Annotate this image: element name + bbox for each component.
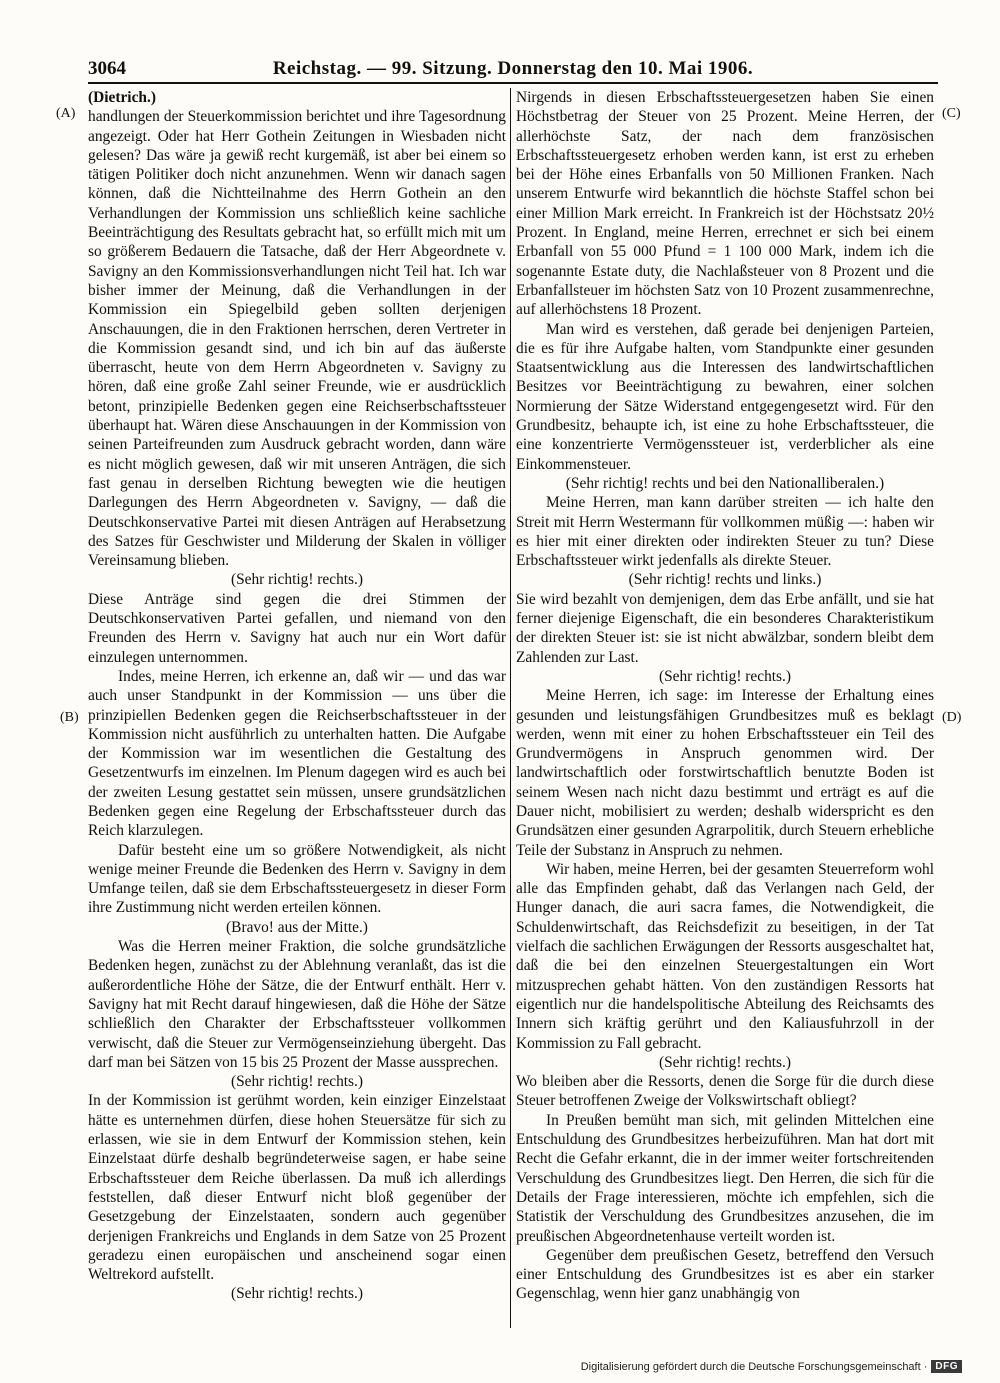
dfg-logo-icon: DFG: [931, 1360, 962, 1373]
paragraph: Dafür besteht eine um so größere Notwendigkeit, als nicht wenige meiner Freunde die Bedenken des Herrn v. Savigny in dem Umfange teilen, daß sie dem Erbschaftssteuergesetz in dieser Form ihre Zustimmung nicht werden erteilen können.: [88, 841, 506, 917]
paragraph: Was die Herren meiner Fraktion, die solche grundsätzliche Bedenken hegen, zunächst zu der Ablehnung veranlaßt, das ist die außerordentliche Höhe der Sätze, die der Entwurf enthält. Herr v. Savigny hat mit Recht darauf hingewiesen, daß die Höhe der Sätze schließlich den Charakter der Erbschaftssteuer vollkommen verwischt, daß die Steuer zur Vermögenseinziehung übergeht. Das darf man bei Sätzen von 15 bis 25 Prozent der Masse aussprechen.: [88, 938, 506, 1071]
interjection: (Sehr richtig! rechts.): [658, 1053, 792, 1071]
paragraph: Gegenüber dem preußischen Gesetz, betreffend den Versuch einer Entschuldung des Grundbesitzes ist es aber ein starker Gegenschlag, wenn hier ganz unabhängig von: [516, 1246, 934, 1303]
header-rule: [88, 82, 938, 84]
page-number: 3064: [88, 58, 126, 79]
paragraph: Nirgends in diesen Erbschaftssteuergesetzen haben Sie einen Höchstbetrag der Steuer von 25 Prozent. Meine Herren, der allerhöchste Satz, der nach dem französischen Erbschaftssteuergesetz erhoben werden kann, ist erst zu erheben bei der Höhe eines Erbanfalls von 50 Millionen Franken. Nach unserem Entwurfe wird bekanntlich die höchste Staffel schon bei einer Million Mark erreicht. In Frankreich ist der Höchstsatz 20½ Prozent. In England, meine Herren, errechnet er sich bei einem Erbanfall von 55 000 Pfund = 1 100 000 Mark, indem ich die sogenannte Estate duty, die Nachlaßsteuer von 8 Prozent und die Erbanfallsteuer im höchsten Satz von 10 Prozent zusammenrechne, auf allerhöchstens 18 Prozent.: [516, 89, 934, 319]
paragraph: Indes, meine Herren, ich erkenne an, daß wir — und das war auch unser Standpunkt in der Kommission — uns über die prinzipiellen Bedenken gegen die Reichserbschaftssteuer in der Kommission nicht ausführlich zu unterhalten hatten. Die Aufgabe der Kommission war im wesentlichen die Gestaltung des Gesetzentwurfs im einzelnen. Im Plenum dagegen wird es auch bei der zweiten Lesung gestattet sein müssen, unsere grundsätzlichen Bedenken gegen eine Regelung der Erbschaftssteuer durch das Reich klarzulegen.: [88, 667, 506, 840]
paragraph: Wo bleiben aber die Ressorts, denen die Sorge für die durch diese Steuer betroffenen Zweige der Volkswirtschaft obliegt?: [516, 1073, 934, 1110]
paragraph: In Preußen bemüht man sich, mit gelinden Mittelchen eine Entschuldung des Grundbesitzes herbeizuführen. Man hat dort mit Recht die Gefahr erkannt, die in der immer weiter fortschreitenden Verschuldung des Grundbesitzes liegt. Den Herren, die sich für die Details der Frage interessieren, möchte ich empfehlen, sich die Statistik der Verschuldung des Grundbesitzes anzusehen, die im preußischen Abgeordnetenhause verteilt worden ist.: [516, 1111, 934, 1245]
interjection: (Sehr richtig! rechts.): [230, 571, 364, 589]
page-header: [88, 58, 938, 84]
footer-text: Digitalisierung gefördert durch die Deutsche Forschungsgemeinschaft ·: [580, 1360, 928, 1373]
margin-marker-d: (D): [942, 710, 962, 725]
paragraph: Sie wird bezahlt von demjenigen, dem das Erbe anfällt, und sie hat ferner diejenige Eigenschaft, die ein besonderes Charakteristikum der direkten Steuer ist: sie ist nicht abwälzbar, sondern bleibt dem Zahlenden zur Last.: [516, 590, 934, 666]
margin-marker-c: (C): [942, 106, 961, 121]
margin-marker-a: (A): [56, 106, 76, 121]
interjection: (Sehr richtig! rechts und bei den Nationalliberalen.): [565, 474, 885, 492]
paragraph: Diese Anträge sind gegen die drei Stimmen der Deutschkonservativen Partei gefallen, und niemand von den Freunden des Herrn v. Savigny hat auch nur ein Wort dafür einzulegen unternommen.: [88, 590, 506, 666]
digitization-footer: [581, 1360, 962, 1373]
right-column: [516, 88, 934, 1304]
paragraph: handlungen der Steuerkommission berichtet und ihre Tagesordnung angezeigt. Oder hat Herr Gothein Zeitungen in Wiesbaden nicht gelesen? Das wäre ja gewiß recht kurgemäß, ist aber bei einem so tätigen Politiker doch nicht anzunehmen. Wenn wir danach sagen können, daß die Nichtteilnahme des Herrn Gothein an den Verhandlungen der Kommission uns schließlich keine sachliche Beeinträchtigung des Resultats gebracht hat, so erfüllt mich mit um so größerem Bedauern die Tatsache, daß der Herr Abgeordnete v. Savigny an den Kommissionsverhandlungen nicht Teil hat. Ich war bisher immer der Meinung, daß die Verhandlungen in der Kommission ein Spiegelbild geben sollten derjenigen Anschauungen, die in den Fraktionen herrschen, deren Vertreter in die Kommission gesandt sind, und ich bin auf das äußerste überrascht, heute von dem Herrn Abgeordneten v. Savigny zu hören, daß eine große Zahl seiner Freunde, wie er ausdrücklich betont, prinzipielle Bedenken gegen eine Reichserbschaftssteuer überhaupt hat. Wären diese Anschauungen in der Kommission von seinen Parteifreunden zum Ausdruck gebracht worden, dann wäre es nicht möglich gewesen, daß wir mit unseren Anträgen, die sich fast genau in derselben Richtung bewegten wie die heutigen Darlegungen des Herrn Abgeordneten v. Savigny, — daß die Deutschkonservative Partei mit diesen Anträgen auf Herabsetzung des Satzes für Geschwister und Milderung der Skalen in völliger Vereinsamung blieben.: [88, 108, 506, 570]
column-divider: [510, 88, 511, 1328]
paragraph: Meine Herren, ich sage: im Interesse der Erhaltung eines gesunden und leistungsfähigen Grundbesitzes muß es beklagt werden, wenn mit einer zu hohen Erbschaftssteuer ein Teil des Grundvermögens in Anspruch genommen wird. Der landwirtschaftlich oder forstwirtschaftlich benutzte Boden ist seinem Wesen nach nicht dazu bestimmt und erträgt es auf die Dauer nicht, mobilisiert zu werden; deshalb widerspricht es den Grundsätzen einer gesunden Agrarpolitik, durch Steuern erhebliche Teile der Substanz in Anspruch zu nehmen.: [516, 687, 934, 859]
paragraph: Wir haben, meine Herren, bei der gesamten Steuerreform wohl alle das Empfinden gehabt, daß das Verlangen nach Geld, der Hunger danach, die auri sacra fames, die Notwendigkeit, die Schuldenwirtschaft, das Reichsdefizit zu beseitigen, in der Tat vielfach die sachlichen Erwägungen der Ressorts ausgeschaltet hat, daß die bei den einzelnen Steuergestaltungen ein Wort mitzusprechen gehabt hätten. Von den zuständigen Ressorts hat eigentlich nur die handelspolitische Abteilung des Reichsamts des Innern sich kräftig gerührt und den Kaliausfuhrzoll in der Kommission zu Fall gebracht.: [516, 860, 934, 1052]
interjection: (Sehr richtig! rechts.): [230, 1285, 364, 1303]
margin-marker-b: (B): [60, 710, 79, 725]
interjection: (Sehr richtig! rechts.): [230, 1073, 364, 1091]
paragraph: Meine Herren, man kann darüber streiten — ich halte den Streit mit Herrn Westermann für vollkommen müßig —: haben wir es hier mit einer direkten oder indirekten Steuer zu tun? Diese Erbschaftssteuer wirkt jedenfalls als direkte Steuer.: [516, 494, 934, 570]
paragraph: In der Kommission ist gerühmt worden, kein einziger Einzelstaat hätte es unternehmen dürfen, diese hohen Steuersätze für sich zu erlassen, wie sie in dem Entwurf der Kommission stehen, kein Einzelstaat dürfe deshalb begründeterweise sagen, er habe seine Erbschaftssteuer dem Reiche überlassen. Da muß ich allerdings feststellen, daß dieser Entwurf nicht bloß gegenüber der Gesetzgebung der Einzelstaaten, sondern auch gegenüber derjenigen Frankreichs und Englands in dem Satze von 25 Prozent geradezu einen europäischen und anscheinend sogar einen Weltrekord aufstellt.: [88, 1092, 506, 1284]
paragraph: Man wird es verstehen, daß gerade bei denjenigen Parteien, die es für ihre Aufgabe halten, vom Standpunkte einer gesunden Staatsentwicklung aus die Interessen des landwirtschaftlichen Besitzes vor Beeinträchtigung zu bewahren, einer solchen Normierung der Sätze Widerstand entgegengesetzt wird. Für den Grundbesitz, behaupte ich, ist eine zu hohe Erbschaftssteuer, die eine konzentrierte Vermögenssteuer ist, verderblicher als eine Einkommensteuer.: [516, 320, 934, 473]
speaker-name: (Dietrich.): [88, 89, 156, 106]
running-head: Reichstag. — 99. Sitzung. Donnerstag den 10. Mai 1906.: [272, 58, 754, 79]
left-column: [88, 88, 506, 1304]
interjection: (Bravo! aus der Mitte.): [226, 918, 368, 936]
interjection: (Sehr richtig! rechts und links.): [628, 571, 822, 589]
interjection: (Sehr richtig! rechts.): [658, 667, 792, 685]
